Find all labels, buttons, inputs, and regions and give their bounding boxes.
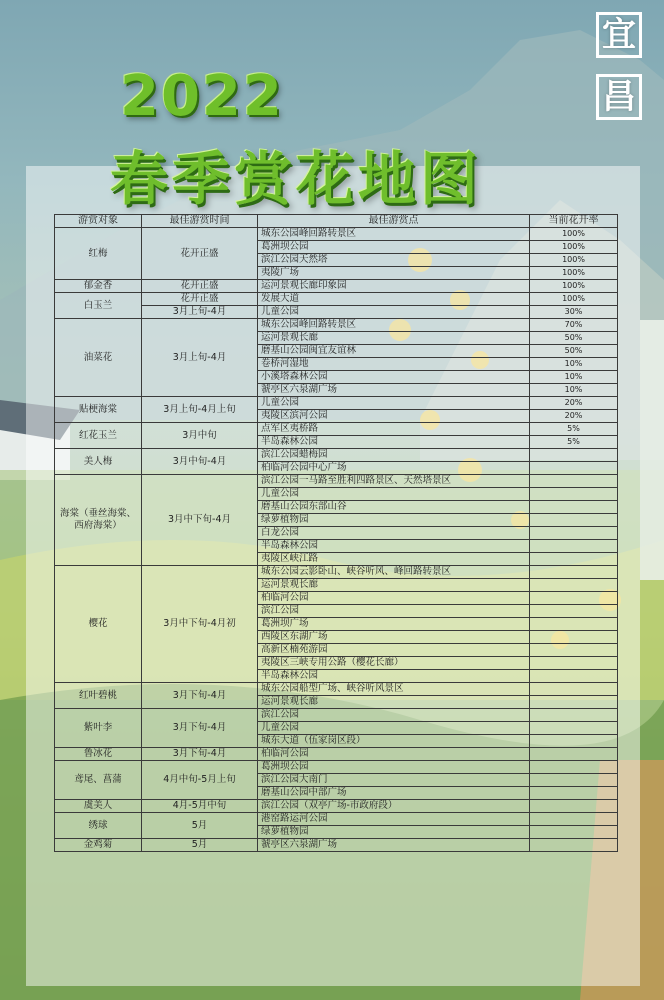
best-spot: 葛洲坝公园: [258, 241, 530, 254]
bloom-rate: 50%: [530, 345, 618, 358]
bloom-rate: [530, 592, 618, 605]
flower-name: 红叶碧桃: [55, 683, 142, 709]
flower-name: 鲁冰花: [55, 748, 142, 761]
bloom-rate: 100%: [530, 241, 618, 254]
table-row: [55, 813, 618, 826]
bloom-rate: 100%: [530, 293, 618, 306]
best-spot: 滨江公园一马路至胜利四路景区、天然塔景区: [258, 475, 530, 488]
best-spot: 滨江公园（双亭广场-市政府段）: [258, 800, 530, 813]
best-spot: 城东公园峰回路转景区: [258, 228, 530, 241]
best-spot: 运河景观长廊印象园: [258, 280, 530, 293]
table-row: [55, 748, 618, 761]
best-spot: 城东公园船型广场、峡谷听风景区: [258, 683, 530, 696]
bloom-rate: [530, 813, 618, 826]
best-spot: 半岛森林公园: [258, 436, 530, 449]
best-spot: 发展大道: [258, 293, 530, 306]
best-spot: 夷陵区三峡专用公路（樱花长廊）: [258, 657, 530, 670]
bloom-rate: [530, 657, 618, 670]
corner-char-chang: 昌: [596, 74, 642, 120]
best-spot: 半岛森林公园: [258, 670, 530, 683]
best-spot: 运河景观长廊: [258, 696, 530, 709]
best-spot: 虢亭区六泉湖广场: [258, 384, 530, 397]
bloom-rate: [530, 826, 618, 839]
bloom-rate: [530, 761, 618, 774]
best-spot: 滨江公园: [258, 709, 530, 722]
bloom-rate: [530, 748, 618, 761]
best-spot: 滨江公园蜡梅园: [258, 449, 530, 462]
flower-name: 紫叶李: [55, 709, 142, 748]
bloom-rate: [530, 709, 618, 722]
bloom-rate: [530, 579, 618, 592]
best-spot: 运河景观长廊: [258, 332, 530, 345]
bloom-rate: [530, 514, 618, 527]
best-time: 花开正盛: [142, 228, 258, 280]
bloom-rate: [530, 839, 618, 852]
bloom-rate: [530, 644, 618, 657]
year-heading: 2022: [120, 64, 284, 129]
bloom-rate: 10%: [530, 371, 618, 384]
table-row: [55, 228, 618, 241]
best-spot: 夷陵区滨河公园: [258, 410, 530, 423]
table-row: [55, 397, 618, 410]
best-time: 4月中旬-5月上旬: [142, 761, 258, 800]
bloom-rate: [530, 774, 618, 787]
bloom-rate: 70%: [530, 319, 618, 332]
best-spot: 儿童公园: [258, 306, 530, 319]
bloom-rate: [530, 722, 618, 735]
best-spot: 儿童公园: [258, 722, 530, 735]
best-spot: 柏临河公园中心广场: [258, 462, 530, 475]
best-time: 花开正盛: [142, 280, 258, 293]
flower-name: 白玉兰: [55, 293, 142, 319]
header-time: 最佳游赏时间: [142, 215, 258, 228]
best-time: 3月上旬-4月上旬: [142, 397, 258, 423]
best-spot: 港窑路运河公园: [258, 813, 530, 826]
best-time: 3月下旬-4月: [142, 683, 258, 709]
bloom-rate: [530, 800, 618, 813]
bloom-rate: 5%: [530, 436, 618, 449]
flower-name: 贴梗海棠: [55, 397, 142, 423]
best-spot: 运河景观长廊: [258, 579, 530, 592]
table-body: [55, 228, 618, 852]
best-spot: 城东公园云影卧山、峡谷听风、峰回路转景区: [258, 566, 530, 579]
table-row: [55, 423, 618, 436]
best-time: 5月: [142, 813, 258, 839]
bloom-rate: 50%: [530, 332, 618, 345]
best-spot: 儿童公园: [258, 397, 530, 410]
best-spot: 滨江公园大南门: [258, 774, 530, 787]
flower-name: 鸢尾、菖蒲: [55, 761, 142, 800]
bloom-rate: 30%: [530, 306, 618, 319]
flower-name: 油菜花: [55, 319, 142, 397]
bloom-rate: [530, 501, 618, 514]
table-row: [55, 709, 618, 722]
best-spot: 葛洲坝广场: [258, 618, 530, 631]
bloom-rate: [530, 553, 618, 566]
corner-char-yi: 宜: [596, 12, 642, 58]
best-spot: 滨江公园天然塔: [258, 254, 530, 267]
bloom-rate: 100%: [530, 228, 618, 241]
best-time: 3月中下旬-4月: [142, 475, 258, 566]
bloom-rate: [530, 566, 618, 579]
best-time: 3月中下旬-4月初: [142, 566, 258, 683]
bloom-rate: 10%: [530, 384, 618, 397]
best-spot: 磨基山公园中部广场: [258, 787, 530, 800]
bloom-rate: [530, 631, 618, 644]
bloom-rate: 10%: [530, 358, 618, 371]
bloom-rate: 5%: [530, 423, 618, 436]
best-time: 花开正盛: [142, 293, 258, 306]
best-time: 3月下旬-4月: [142, 748, 258, 761]
table-header-row: [55, 215, 618, 228]
best-spot: 高新区楠苑游园: [258, 644, 530, 657]
best-spot: 柏临河公园: [258, 592, 530, 605]
best-spot: 儿童公园: [258, 488, 530, 501]
best-time: 3月中旬: [142, 423, 258, 449]
best-time: 3月上旬-4月: [142, 306, 258, 319]
best-time: 3月下旬-4月: [142, 709, 258, 748]
best-spot: 点军区夷桥路: [258, 423, 530, 436]
bloom-rate: 20%: [530, 410, 618, 423]
best-spot: 半岛森林公园: [258, 540, 530, 553]
bloom-rate: [530, 683, 618, 696]
best-spot: 绿萝植物园: [258, 826, 530, 839]
best-spot: 卷桥河湿地: [258, 358, 530, 371]
flower-name: 金鸡菊: [55, 839, 142, 852]
best-spot: 磨基山公园闽宜友谊林: [258, 345, 530, 358]
best-spot: 夷陵广场: [258, 267, 530, 280]
bloom-rate: [530, 540, 618, 553]
table-row: [55, 800, 618, 813]
best-spot: 西陵区东湖广场: [258, 631, 530, 644]
best-time: 5月: [142, 839, 258, 852]
bloom-rate: [530, 488, 618, 501]
table-row: [55, 683, 618, 696]
bloom-rate: [530, 462, 618, 475]
bloom-rate: [530, 527, 618, 540]
bloom-rate: [530, 696, 618, 709]
best-spot: 葛洲坝公园: [258, 761, 530, 774]
header-spot: 最佳游赏点: [258, 215, 530, 228]
header-flower: 游赏对象: [55, 215, 142, 228]
table-row: [55, 566, 618, 579]
header-rate: 当前花开率: [530, 215, 618, 228]
best-spot: 城东公园峰回路转景区: [258, 319, 530, 332]
flower-name: 红梅: [55, 228, 142, 280]
best-time: 3月中旬-4月: [142, 449, 258, 475]
best-spot: 夷陵区峡江路: [258, 553, 530, 566]
table-row: [55, 761, 618, 774]
table-row: [55, 319, 618, 332]
bloom-rate: 100%: [530, 254, 618, 267]
best-spot: 绿萝植物园: [258, 514, 530, 527]
table-row: [55, 449, 618, 462]
flower-name: 虞美人: [55, 800, 142, 813]
bloom-rate: [530, 735, 618, 748]
best-time: 3月上旬-4月: [142, 319, 258, 397]
bloom-rate: [530, 475, 618, 488]
bloom-rate: [530, 670, 618, 683]
page-title: 春季赏花地图: [110, 145, 483, 213]
best-spot: 磨基山公园东部山谷: [258, 501, 530, 514]
bloom-rate: 100%: [530, 267, 618, 280]
bloom-rate: [530, 787, 618, 800]
flower-name: 郁金香: [55, 280, 142, 293]
best-spot: 白龙公园: [258, 527, 530, 540]
flower-name: 樱花: [55, 566, 142, 683]
table-row: [55, 293, 618, 306]
flower-name: 美人梅: [55, 449, 142, 475]
flower-table: [54, 214, 618, 852]
bloom-rate: 100%: [530, 280, 618, 293]
best-spot: 柏临河公园: [258, 748, 530, 761]
best-spot: 小溪塔森林公园: [258, 371, 530, 384]
best-time: 4月-5月中旬: [142, 800, 258, 813]
flower-name: 绣球: [55, 813, 142, 839]
bloom-rate: 20%: [530, 397, 618, 410]
flower-name: 海棠（垂丝海棠、西府海棠）: [55, 475, 142, 566]
best-spot: 城东大道（伍家岗区段）: [258, 735, 530, 748]
table-row: [55, 280, 618, 293]
bloom-rate: [530, 618, 618, 631]
best-spot: 滨江公园: [258, 605, 530, 618]
bloom-rate: [530, 605, 618, 618]
table-row: [55, 839, 618, 852]
table-row: [55, 475, 618, 488]
bloom-rate: [530, 449, 618, 462]
best-spot: 虢亭区六泉湖广场: [258, 839, 530, 852]
flower-name: 红花玉兰: [55, 423, 142, 449]
